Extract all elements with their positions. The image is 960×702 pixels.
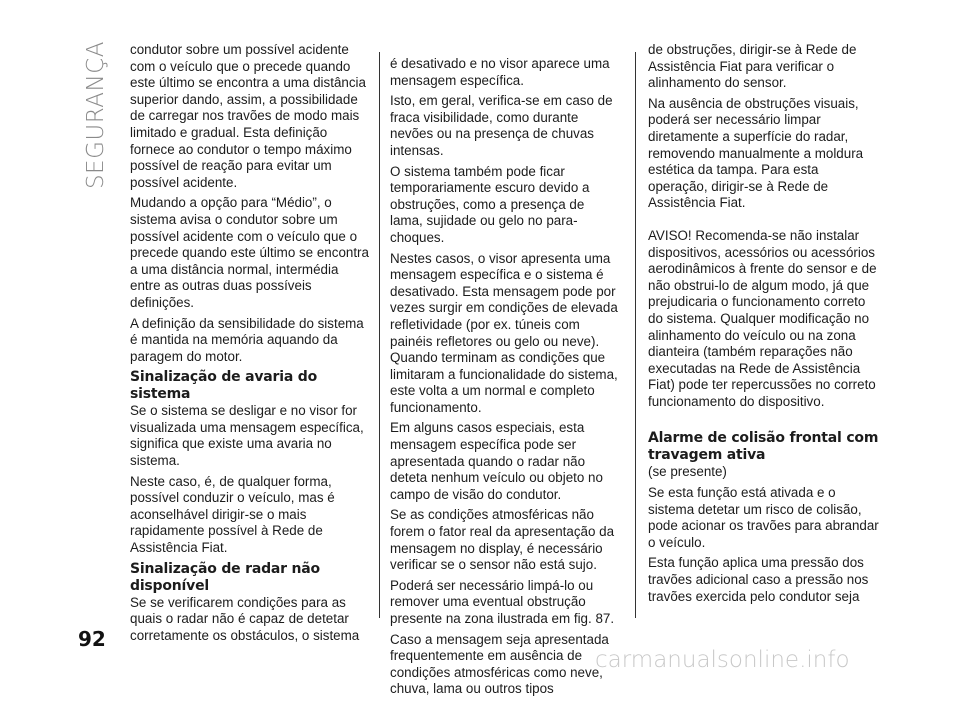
paragraph: Poderá ser necessário limpá-lo ou remover uma eventual obstrução presente na zona ilustrada em fig. 87. bbox=[390, 577, 615, 626]
column-2 bbox=[390, 56, 618, 702]
column-divider bbox=[635, 52, 636, 618]
paragraph: (se presente) bbox=[648, 464, 727, 480]
column-divider bbox=[379, 52, 380, 618]
paragraph: de obstruções, dirigir-se à Rede de Assistência Fiat para verificar o alinhamento do sensor. bbox=[648, 42, 857, 91]
paragraph: O sistema também pode ficar temporariamente escuro devido a obstruções, como a presença de lama, sujidade ou gelo no para-choques. bbox=[390, 163, 590, 245]
paragraph: Se o sistema se desligar e no visor for visualizada uma mensagem específica, significa que existe uma avaria no sistema. bbox=[130, 403, 364, 469]
page-number: 92 bbox=[78, 627, 106, 651]
paragraph: Nestes casos, o visor apresenta uma mensagem específica e o sistema é desativado. Esta mensagem pode por vezes surgir em condições de elevada refletividade (por ex. túneis com painéis refletores ou gelo ou neve). Quando terminam as condições que limitaram a funcionalidade do sistema, este volta a um normal e completo funcionamento. bbox=[390, 250, 618, 415]
spacer bbox=[648, 414, 880, 426]
paragraph: Esta função aplica uma pressão dos travões adicional caso a pressão nos travões exercida pelo condutor seja bbox=[648, 555, 869, 604]
paragraph: Se esta função está ativada e o sistema detetar um risco de colisão, pode acionar os travões para abrandar o veículo. bbox=[648, 485, 879, 550]
paragraph: Em alguns casos especiais, esta mensagem específica pode ser apresentada quando o radar não deteta nenhum veículo ou objeto no campo de visão do condutor. bbox=[390, 420, 603, 502]
warning-paragraph: AVISO! Recomenda-se não instalar dispositivos, acessórios ou acessórios aerodinâmicos à frente do sensor e de não obstrui-lo de algum modo, já que prejudicaria o funcionamento correto do sistema. Qualquer modificação no alinhamento do veículo ou na zona dianteira (também reparações não executadas na Rede de Assistência Fiat) pode ter repercussões no correto funcionamento do dispositivo. bbox=[648, 227, 877, 409]
section-heading: Sinalização de radar não disponível bbox=[130, 560, 320, 594]
column-3 bbox=[648, 42, 880, 609]
paragraph: Caso a mensagem seja apresentada frequentemente em ausência de condições atmosféricas como neve, chuva, lama ou outros tipos bbox=[390, 631, 609, 697]
paragraph: Mudando a opção para “Médio”, o sistema avisa o condutor sobre um possível acidente com o veículo que o precede quando este último se encontra a uma distância normal, intermédia entre as outras duas possíveis definições. bbox=[130, 195, 369, 310]
paragraph: é desativado e no visor aparece uma mensagem específica. bbox=[390, 56, 610, 88]
paragraph: Se as condições atmosféricas não forem o fator real da apresentação da mensagem no display, é necessário verificar se o sensor não está sujo. bbox=[390, 507, 615, 573]
paragraph: Neste caso, é, de qualquer forma, possível conduzir o veículo, mas é aconselhável dirigir-se o mais rapidamente possível à Rede de Assistência Fiat. bbox=[130, 473, 335, 556]
section-heading: Sinalização de avaria do sistema bbox=[130, 369, 318, 403]
section-title-text: SEGURANÇA bbox=[83, 40, 110, 190]
paragraph: Isto, em geral, verifica-se em caso de fraca visibilidade, como durante nevões ou na presença de chuvas intensas. bbox=[390, 93, 613, 158]
section-title bbox=[78, 40, 114, 190]
spacer bbox=[648, 216, 880, 228]
section-heading: Alarme de colisão frontal com travagem ativa bbox=[648, 430, 879, 464]
paragraph: condutor sobre um possível acidente com o veículo que o precede quando este último se encontra a uma distância superior dando, assim, a possibilidade de carregar nos travões de modo mais limitado e gradual. Esta definição fornece ao condutor o tempo máximo possível de reação para evitar um possível acidente. bbox=[130, 42, 366, 190]
column-1 bbox=[130, 42, 370, 648]
watermark: carmanualsonline.info bbox=[595, 647, 850, 673]
paragraph: Na ausência de obstruções visuais, poderá ser necessário limpar diretamente a superfície do radar, removendo manualmente a moldura estética da tampa. Para esta operação, dirigir-se à Rede de Assistência Fiat. bbox=[648, 95, 864, 211]
paragraph: A definição da sensibilidade do sistema é mantida na memória aquando da paragem do motor. bbox=[130, 315, 364, 364]
paragraph: Se se verificarem condições para as quais o radar não é capaz de detetar corretamente os obstáculos, o sistema bbox=[130, 594, 360, 643]
